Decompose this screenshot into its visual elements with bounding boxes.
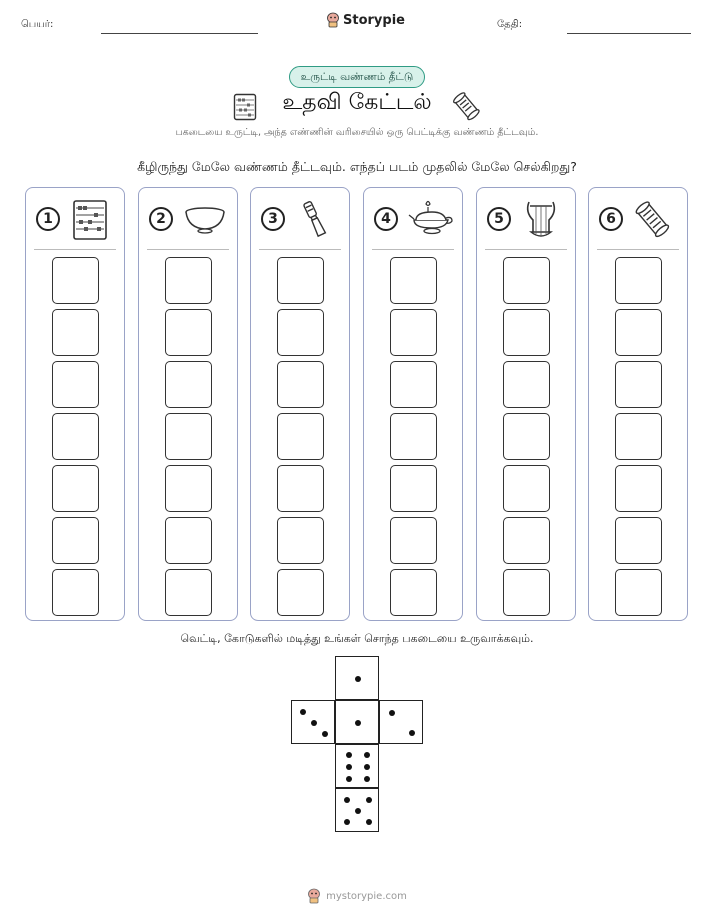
- column-number: 6: [599, 207, 623, 231]
- dice-pip: [300, 709, 306, 715]
- footer-url[interactable]: mystorypie.com: [326, 890, 407, 902]
- chisel-icon: [295, 198, 339, 242]
- column-3: [250, 187, 350, 621]
- color-box[interactable]: [52, 309, 99, 356]
- color-box[interactable]: [277, 257, 324, 304]
- color-box[interactable]: [277, 569, 324, 616]
- dice-pip: [364, 752, 370, 758]
- question-text: கீழிருந்து மேலே வண்ணம் தீட்டவும். எந்தப் படம் முதலில் மேலே செல்கிறது?: [137, 159, 577, 174]
- color-box[interactable]: [52, 569, 99, 616]
- abacus-icon: [70, 198, 114, 242]
- color-box[interactable]: [165, 361, 212, 408]
- oil-lamp-icon: [408, 198, 452, 242]
- page-title: உதவி கேட்டல்: [282, 90, 432, 115]
- color-box[interactable]: [165, 309, 212, 356]
- column-number: 3: [261, 207, 285, 231]
- color-box[interactable]: [390, 257, 437, 304]
- dice-pip: [364, 764, 370, 770]
- dice-pip: [311, 720, 317, 726]
- color-box[interactable]: [52, 413, 99, 460]
- color-box[interactable]: [503, 257, 550, 304]
- color-box[interactable]: [277, 413, 324, 460]
- color-box[interactable]: [615, 257, 662, 304]
- date-label: தேதி:: [497, 19, 523, 30]
- column-divider: [259, 249, 341, 250]
- color-box[interactable]: [615, 465, 662, 512]
- activity-badge: உருட்டி வண்ணம் தீட்டு: [289, 66, 425, 88]
- color-box[interactable]: [615, 569, 662, 616]
- column-number: 5: [487, 207, 511, 231]
- dice-pip: [364, 776, 370, 782]
- color-box[interactable]: [503, 517, 550, 564]
- footer: [0, 888, 714, 904]
- bowl-icon: [183, 198, 227, 242]
- instruction-text: வெட்டி, கோடுகளில் மடித்து உங்கள் சொந்த பகடையை உருவாக்கவும்.: [180, 632, 534, 645]
- dice-pip: [355, 676, 361, 682]
- column-divider: [485, 249, 567, 250]
- date-field[interactable]: [567, 33, 691, 34]
- color-box[interactable]: [52, 257, 99, 304]
- color-box[interactable]: [277, 309, 324, 356]
- color-box[interactable]: [503, 569, 550, 616]
- dice-face-6: [335, 744, 379, 788]
- storypie-mascot-icon: [307, 888, 321, 904]
- color-box[interactable]: [165, 413, 212, 460]
- dice-pip: [344, 797, 350, 803]
- dice-pip: [346, 764, 352, 770]
- column-5: [476, 187, 576, 621]
- dice-pip: [389, 710, 395, 716]
- scroll-icon: [453, 92, 481, 122]
- color-box[interactable]: [277, 361, 324, 408]
- color-box[interactable]: [165, 569, 212, 616]
- column-2: [138, 187, 238, 621]
- dice-face-1: [335, 700, 379, 744]
- color-box[interactable]: [390, 465, 437, 512]
- color-box[interactable]: [277, 517, 324, 564]
- column-divider: [597, 249, 679, 250]
- dice-pip: [409, 730, 415, 736]
- dice-pip: [355, 720, 361, 726]
- color-box[interactable]: [615, 517, 662, 564]
- color-box[interactable]: [390, 309, 437, 356]
- column-number: 2: [149, 207, 173, 231]
- color-box[interactable]: [165, 257, 212, 304]
- dice-pip: [346, 776, 352, 782]
- column-divider: [34, 249, 116, 250]
- dice-face-1: [335, 656, 379, 700]
- dice-pip: [366, 819, 372, 825]
- color-box[interactable]: [615, 413, 662, 460]
- subtitle: பகடையை உருட்டி, அந்த எண்ணின் வரிசையில் ஒரு பெட்டிக்கு வண்ணம் தீட்டவும்.: [175, 127, 539, 138]
- color-box[interactable]: [615, 309, 662, 356]
- lyre-icon: [521, 198, 565, 242]
- scroll-icon: [633, 198, 677, 242]
- color-box[interactable]: [52, 465, 99, 512]
- column-number: 4: [374, 207, 398, 231]
- name-field[interactable]: [101, 33, 258, 34]
- column-1: [25, 187, 125, 621]
- color-box[interactable]: [503, 361, 550, 408]
- color-box[interactable]: [165, 465, 212, 512]
- color-box[interactable]: [615, 361, 662, 408]
- storypie-mascot-icon: [326, 12, 340, 28]
- dice-face-5: [335, 788, 379, 832]
- brand-logo: [326, 12, 405, 28]
- dice-face-2: [379, 700, 423, 744]
- column-4: [363, 187, 463, 621]
- color-box[interactable]: [52, 361, 99, 408]
- brand-name: Storypie: [343, 12, 405, 28]
- color-box[interactable]: [503, 465, 550, 512]
- column-6: [588, 187, 688, 621]
- color-box[interactable]: [503, 309, 550, 356]
- name-label: பெயர்:: [21, 19, 54, 30]
- column-number: 1: [36, 207, 60, 231]
- color-box[interactable]: [390, 361, 437, 408]
- dice-pip: [344, 819, 350, 825]
- color-box[interactable]: [390, 517, 437, 564]
- dice-face-3: [291, 700, 335, 744]
- dice-pip: [355, 808, 361, 814]
- dice-pip: [322, 731, 328, 737]
- column-divider: [147, 249, 229, 250]
- column-divider: [372, 249, 454, 250]
- color-box[interactable]: [52, 517, 99, 564]
- dice-pip: [366, 797, 372, 803]
- dice-pip: [346, 752, 352, 758]
- color-box[interactable]: [277, 465, 324, 512]
- color-box[interactable]: [165, 517, 212, 564]
- color-box[interactable]: [503, 413, 550, 460]
- color-box[interactable]: [390, 413, 437, 460]
- color-box[interactable]: [390, 569, 437, 616]
